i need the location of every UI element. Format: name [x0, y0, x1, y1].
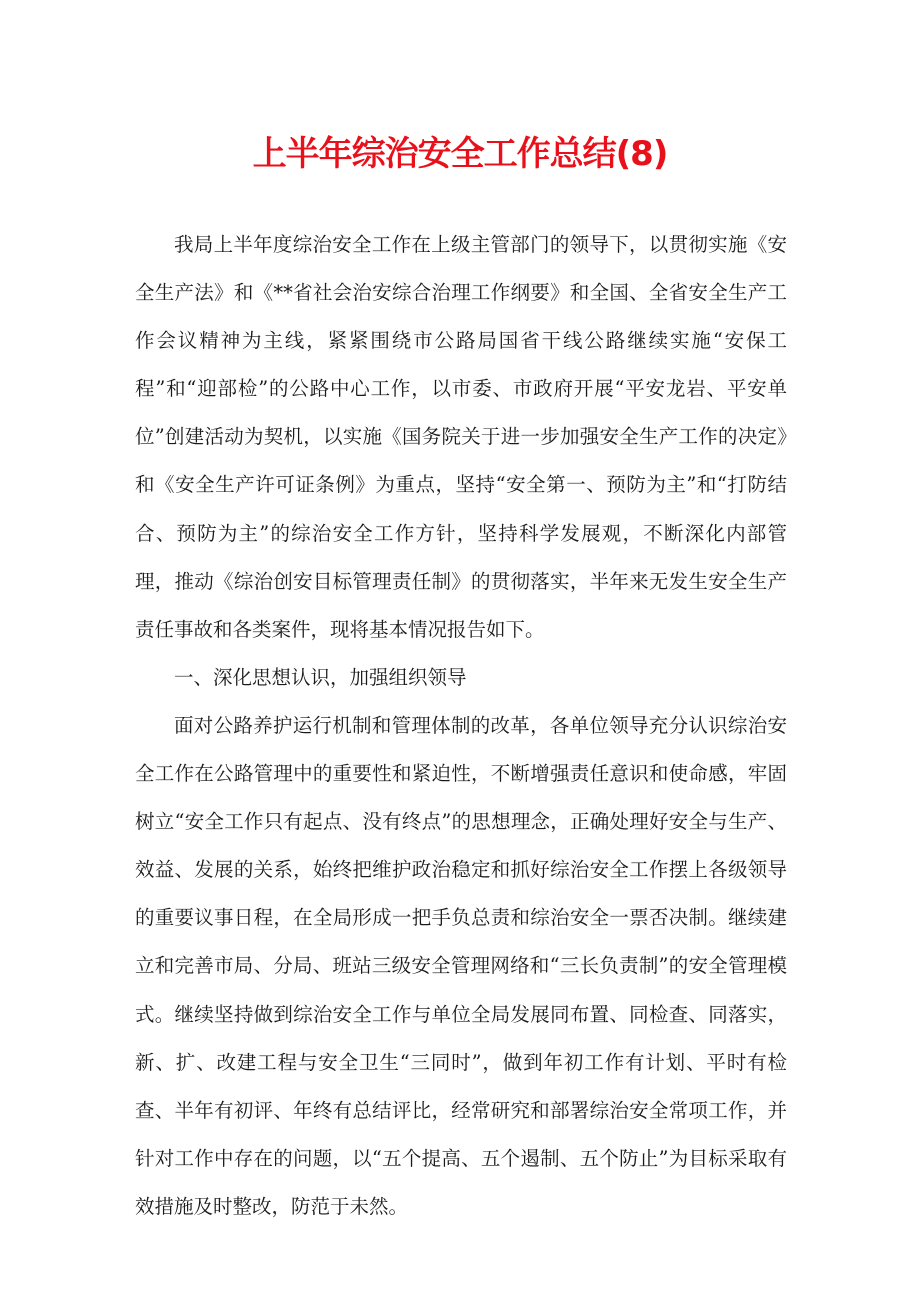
- document-body: [135, 221, 787, 1231]
- document-title: 上半年综治安全工作总结(8): [252, 134, 668, 174]
- section-heading-1: 一、深化思想认识，加强组织领导: [174, 665, 467, 689]
- intro-paragraph: 我局上半年度综治安全工作在上级主管部门的领导下，以贯彻实施《安全生产法》和《**省社会治安综合治理工作纲要》和全国、全省安全生产工作会议精神为主线，紧紧围绕市公路局国省干线公路继续实施“安保工程”和“迎部检”的公路中心工作，以市委、市政府开展“平安龙岩、平安单位”创建活动为契机，以实施《国务院关于进一步加强安全生产工作的决定》和《安全生产许可证条例》为重点，坚持“安全第一、预防为主”和“打防结合、预防为主”的综治安全工作方针，坚持科学发展观，不断深化内部管理，推动《综治创安目标管理责任制》的贯彻落实，半年来无发生安全生产责任事故和各类案件，现将基本情况报告如下。: [135, 233, 787, 641]
- section-1-paragraph: 面对公路养护运行机制和管理体制的改革，各单位领导充分认识综治安全工作在公路管理中的重要性和紧迫性，不断增强责任意识和使命感，牢固树立“安全工作只有起点、没有终点”的思想理念，正确处理好安全与生产、效益、发展的关系，始终把维护政治稳定和抓好综治安全工作摆上各级领导的重要议事日程，在全局形成一把手负总责和综治安全一票否决制。继续建立和完善市局、分局、班站三级安全管理网络和“三长负责制”的安全管理模式。继续坚持做到综治安全工作与单位全局发展同布置、同检查、同落实，新、扩、改建工程与安全卫生“三同时”，做到年初工作有计划、平时有检查、半年有初评、年终有总结评比，经常研究和部署综治安全常项工作，并针对工作中存在的问题，以“五个提高、五个遏制、五个防止”为目标采取有效措施及时整改，防范于未然。: [135, 713, 787, 1218]
